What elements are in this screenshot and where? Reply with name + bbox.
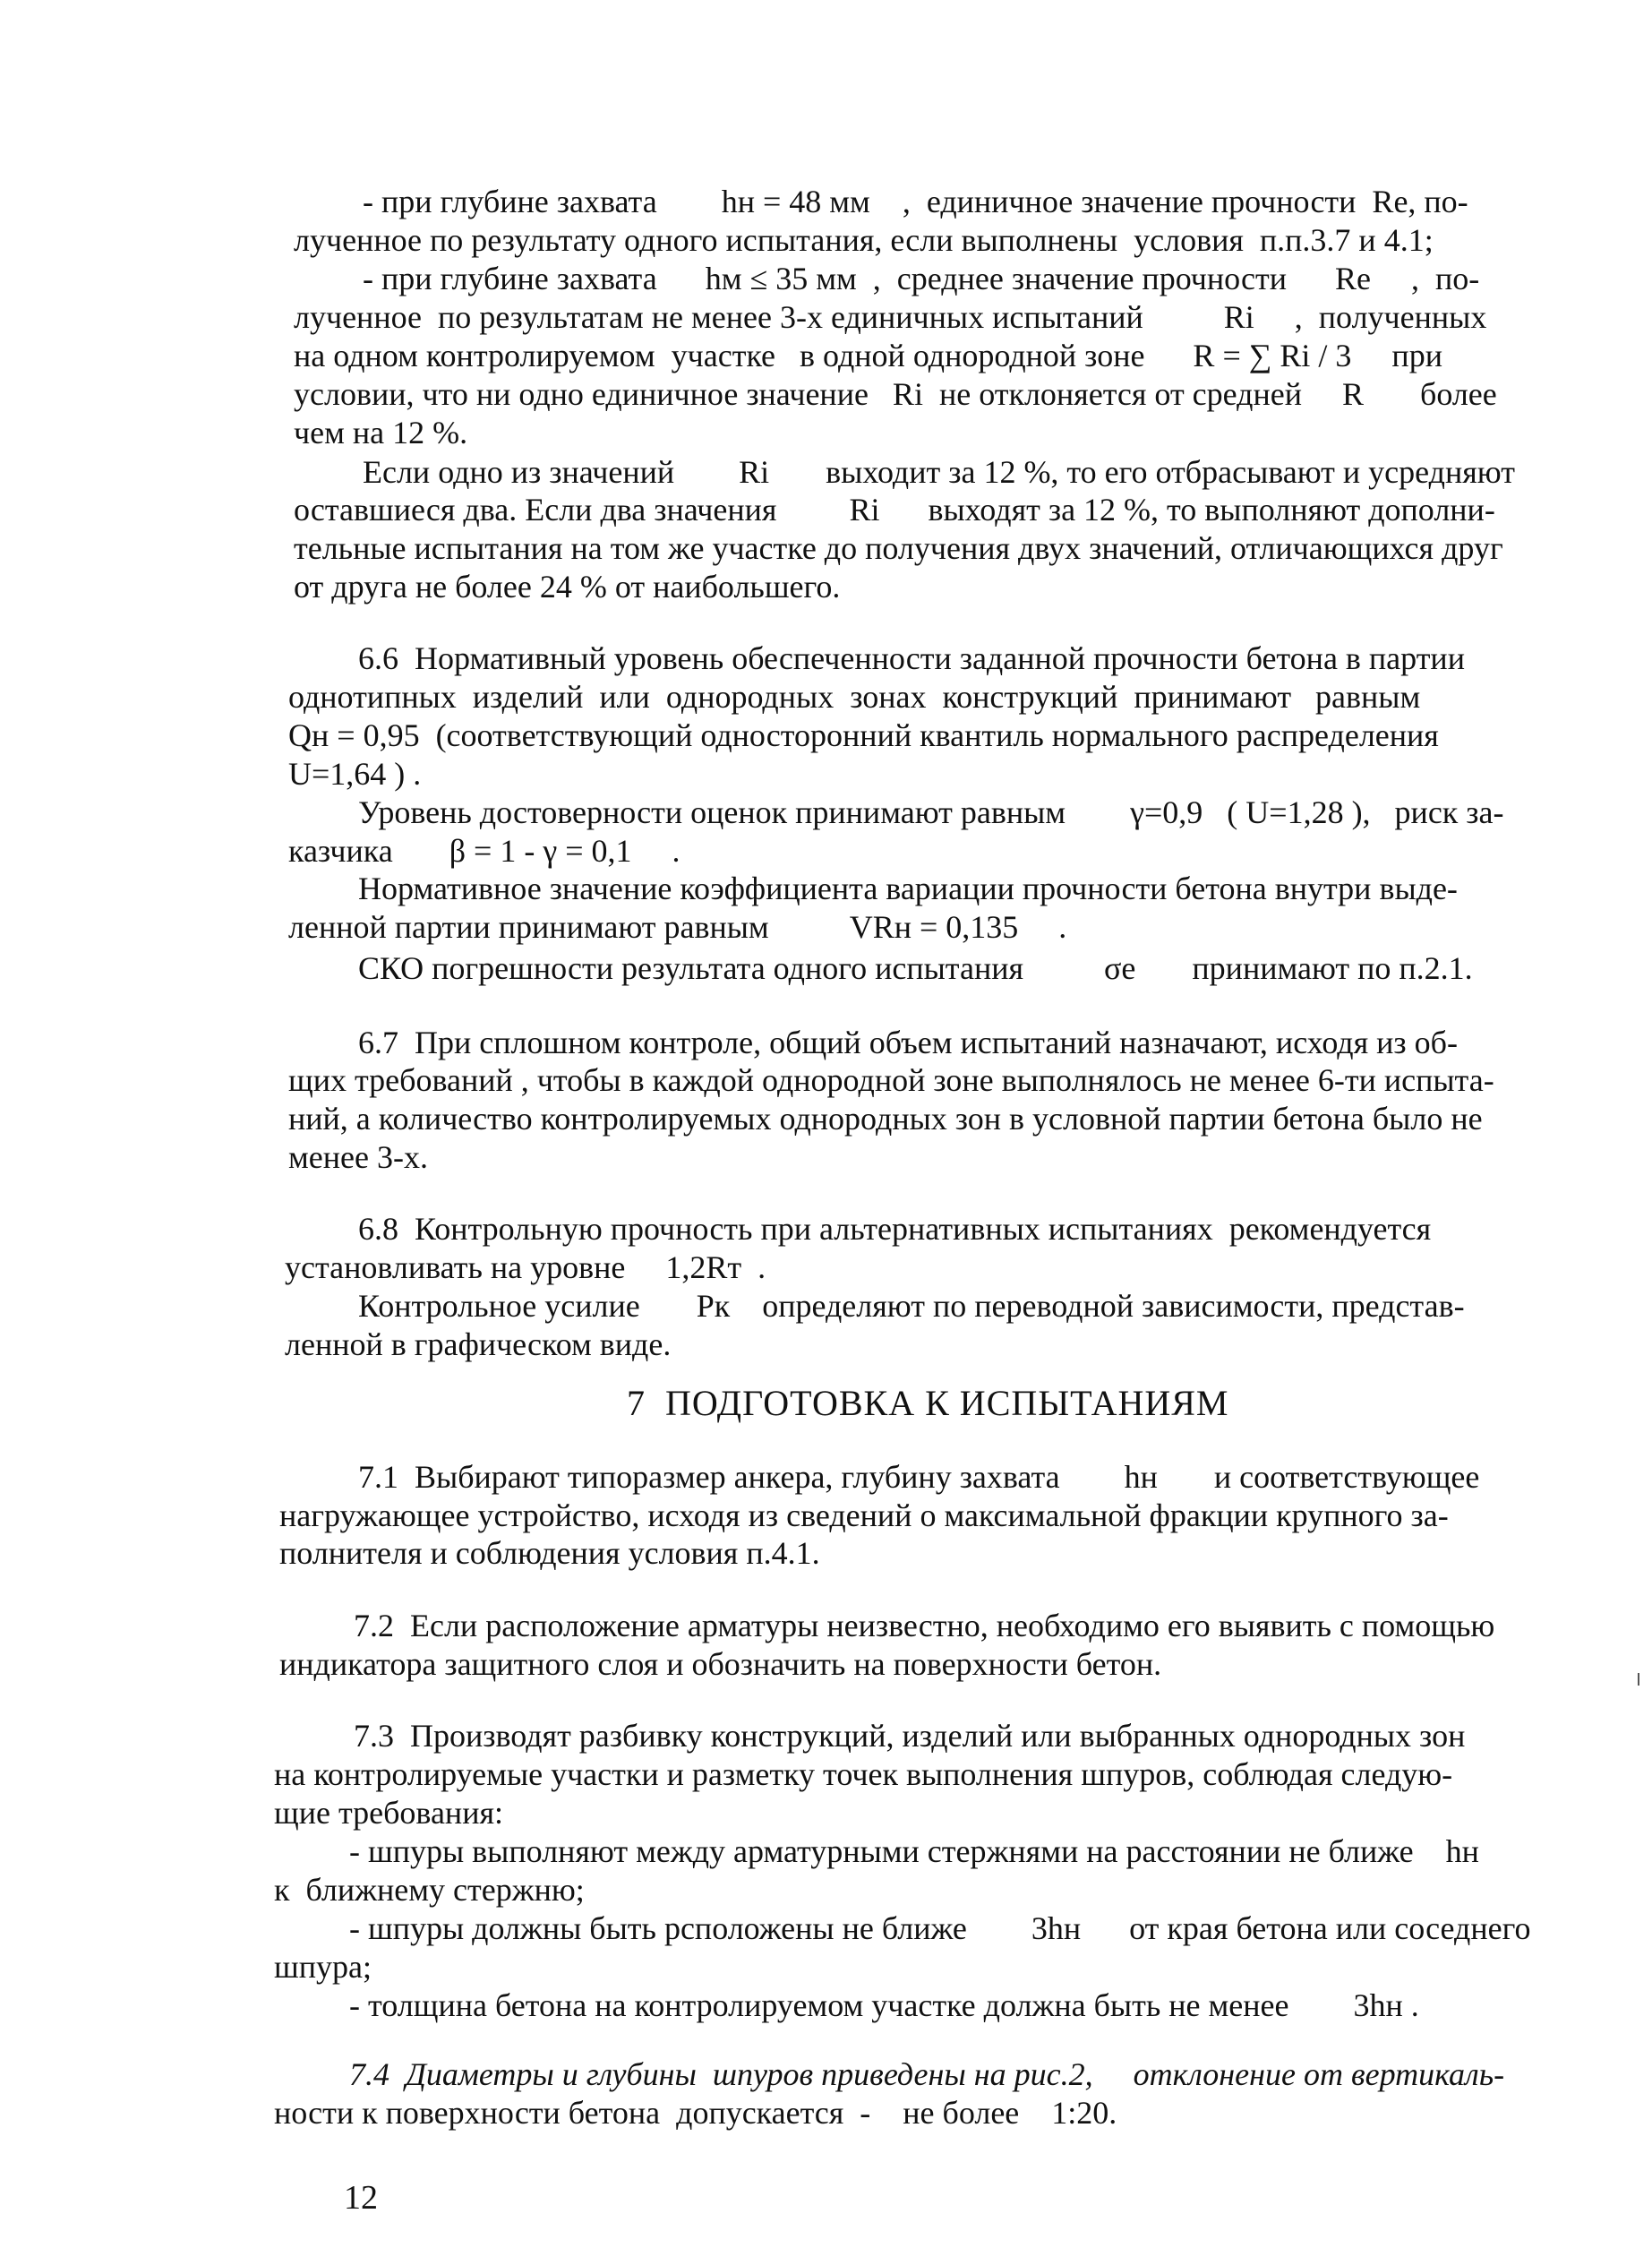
text-line: условии, что ни одно единичное значение Ri не отклоняется от средней R более [294,376,1497,412]
text-line: Нормативное значение коэффициента вариации прочности бетона внутри выде- [358,871,1458,906]
text-line: Если одно из значений Ri выходит за 12 %, то его отбрасывают и усредняют [363,454,1515,490]
text-line: Qн = 0,95 (соответствующий односторонний квантиль нормального распределения [288,717,1439,753]
text-line: щих требований , чтобы в каждой однородной зоне выполнялось не менее 6-ти испыта- [288,1062,1494,1098]
text-line: менее 3-х. [288,1139,428,1175]
text-line: тельные испытания на том же участке до получения двух значений, отличающихся друг [294,530,1503,566]
text-line: 6.6 Нормативный уровень обеспеченности заданной прочности бетона в партии [358,640,1465,676]
text-line: 7.3 Производят разбивку конструкций, изделий или выбранных однородных зон [354,1718,1466,1754]
text-line: СКО погрешности результата одного испытания σе принимают по п.2.1. [358,950,1473,986]
text-line: индикатора защитного слоя и обозначить на поверхности бетон. [279,1646,1162,1682]
text-line: лученное по результатам не менее 3-х единичных испытаний Ri , полученных [294,299,1487,335]
text-line: - шпуры выполняют между арматурными стержнями на расстоянии не ближе hн [349,1833,1479,1869]
scan-mark [1638,1673,1639,1686]
text-line: ности к поверхности бетона допускается - не более 1:20. [274,2095,1117,2131]
text-line: к ближнему стержню; [274,1872,585,1908]
text-line: на контролируемые участки и разметку точек выполнения шпуров, соблюдая следую- [274,1756,1453,1792]
text-line: от друга не более 24 % от наибольшего. [294,569,841,605]
text-line: на одном контролируемом участке в одной однородной зоне R = ∑ Ri / 3 при [294,338,1442,373]
text-line: U=1,64 ) . [288,756,422,792]
text-line: установливать на уровне 1,2Rт . [285,1249,766,1285]
text-line: - шпуры должны быть рсположены не ближе 3hн от края бетона или соседнего [349,1910,1531,1946]
section-heading: 7 ПОДГОТОВКА К ИСПЫТАНИЯМ [627,1383,1229,1423]
text-line: лученное по результату одного испытания, если выполнены условия п.п.3.7 и 4.1; [294,222,1434,258]
text-line: ний, а количество контролируемых однородных зон в условной партии бетона было не [288,1101,1483,1137]
text-line: нагружающее устройство, исходя из сведений о максимальной фракции крупного за- [279,1497,1449,1533]
text-line: однотипных изделий или однородных зонах конструкций принимают равным [288,679,1421,715]
text-line: полнителя и соблюдения условия п.4.1. [279,1535,820,1571]
text-line: щие требования: [274,1795,504,1831]
text-line: чем на 12 %. [294,415,468,450]
text-line: шпура; [274,1949,372,1985]
text-line: казчика β = 1 - γ = 0,1 . [288,833,680,869]
text-line: ленной партии принимают равным VRн = 0,135 . [288,909,1067,945]
text-line: оставшиеся два. Если два значения Ri выходят за 12 %, то выполняют дополни- [294,492,1495,528]
text-line: 6.7 При сплошном контроле, общий объем испытаний назначают, исходя из об- [358,1025,1458,1060]
text-line: 7.2 Если расположение арматуры неизвестно, необходимо его выявить с помощью [354,1608,1495,1643]
text-line: - толщина бетона на контролируемом участке должна быть не менее 3hн . [349,1987,1419,2023]
page-number: 12 [344,2179,378,2217]
text-line: Уровень достоверности оценок принимают равным γ=0,9 ( U=1,28 ), риск за- [358,794,1504,830]
text-line: - при глубине захвата hн = 48 мм , единичное значение прочности Rе, по- [363,184,1468,219]
text-line: 6.8 Контрольную прочность при альтернативных испытаниях рекомендуется [358,1211,1432,1247]
text-line: 7.1 Выбирают типоразмер анкера, глубину захвата hн и соответствующее [358,1459,1480,1495]
text-line: - при глубине захвата hм ≤ 35 мм , среднее значение прочности Rе , по- [363,261,1480,296]
text-line: 7.4 Диаметры и глубины шпуров приведены на рис.2, отклонение от вертикаль- [349,2056,1505,2092]
text-line: ленной в графическом виде. [285,1326,672,1362]
text-line: Контрольное усилие Рк определяют по переводной зависимости, представ- [358,1288,1465,1324]
